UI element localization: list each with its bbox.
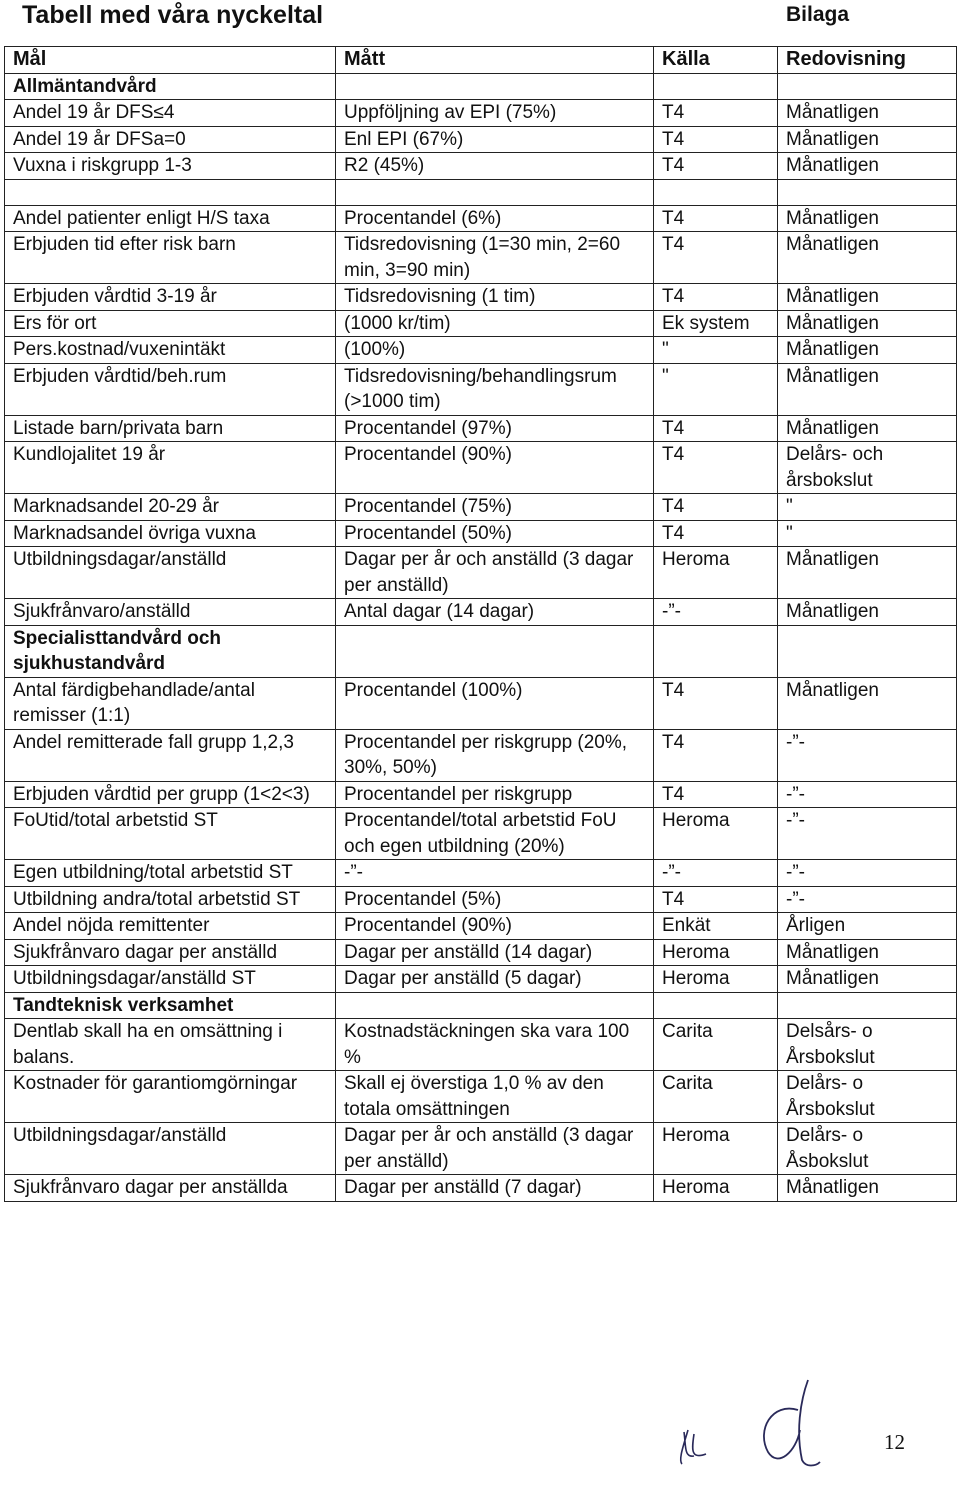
goal-cell: Tandteknisk verksamhet — [5, 992, 336, 1019]
measure-cell: Procentandel (90%) — [336, 442, 654, 494]
goal-cell: Vuxna i riskgrupp 1-3 — [5, 153, 336, 180]
section-row — [5, 992, 957, 1019]
table-row — [5, 442, 957, 494]
measure-cell: -”- — [336, 860, 654, 887]
source-cell: T4 — [654, 781, 778, 808]
source-cell: T4 — [654, 494, 778, 521]
section-row — [5, 625, 957, 677]
table-row — [5, 520, 957, 547]
goal-cell: FoUtid/total arbetstid ST — [5, 808, 336, 860]
column-header-source: Källa — [654, 47, 778, 74]
reporting-cell: Delsårs- o Årsbokslut — [778, 1019, 957, 1071]
page-title: Tabell med våra nyckeltal — [22, 1, 324, 29]
reporting-cell — [778, 992, 957, 1019]
source-cell: Heroma — [654, 808, 778, 860]
goal-cell: Utbildning andra/total arbetstid ST — [5, 886, 336, 913]
source-cell: -”- — [654, 599, 778, 626]
source-cell: Enkät — [654, 913, 778, 940]
measure-cell: Procentandel per riskgrupp — [336, 781, 654, 808]
table-row — [5, 310, 957, 337]
measure-cell: Procentandel (90%) — [336, 913, 654, 940]
reporting-cell: Delårs- o Åsbokslut — [778, 1123, 957, 1175]
table-row — [5, 781, 957, 808]
source-cell: Heroma — [654, 939, 778, 966]
reporting-cell: -”- — [778, 808, 957, 860]
table-row — [5, 100, 957, 127]
measure-cell: Procentandel (75%) — [336, 494, 654, 521]
table-row — [5, 677, 957, 729]
goal-cell: Allmäntandvård — [5, 73, 336, 100]
table-row — [5, 886, 957, 913]
source-cell — [654, 625, 778, 677]
goal-cell: Erbjuden vårdtid per grupp (1<2<3) — [5, 781, 336, 808]
reporting-cell: Månatligen — [778, 337, 957, 364]
goal-cell: Andel patienter enligt H/S taxa — [5, 205, 336, 232]
table-header-row — [5, 47, 957, 74]
goal-cell: Erbjuden vårdtid/beh.rum — [5, 363, 336, 415]
goal-cell: Ers för ort — [5, 310, 336, 337]
table-row — [5, 205, 957, 232]
goal-cell: Marknadsandel 20-29 år — [5, 494, 336, 521]
key-figures-table-body — [5, 47, 957, 1202]
source-cell: Heroma — [654, 547, 778, 599]
goal-cell: Listade barn/privata barn — [5, 415, 336, 442]
table-row — [5, 415, 957, 442]
measure-cell: Dagar per år och anställd (3 dagar per anställd) — [336, 547, 654, 599]
goal-cell: Egen utbildning/total arbetstid ST — [5, 860, 336, 887]
source-cell: T4 — [654, 886, 778, 913]
goal-cell: Utbildningsdagar/anställd ST — [5, 966, 336, 993]
source-cell — [654, 992, 778, 1019]
measure-cell: Dagar per anställd (14 dagar) — [336, 939, 654, 966]
measure-cell: (100%) — [336, 337, 654, 364]
measure-cell: Enl EPI (67%) — [336, 126, 654, 153]
source-cell: Carita — [654, 1019, 778, 1071]
measure-cell: Skall ej överstiga 1,0 % av den totala omsättningen — [336, 1071, 654, 1123]
table-row — [5, 363, 957, 415]
column-header-measure: Mått — [336, 47, 654, 74]
goal-cell: Sjukfrånvaro dagar per anställda — [5, 1175, 336, 1202]
goal-cell: Sjukfrånvaro dagar per anställd — [5, 939, 336, 966]
reporting-cell: Månatligen — [778, 415, 957, 442]
source-cell: Heroma — [654, 1123, 778, 1175]
source-cell: T4 — [654, 677, 778, 729]
measure-cell: Uppföljning av EPI (75%) — [336, 100, 654, 127]
measure-cell: Dagar per anställd (7 dagar) — [336, 1175, 654, 1202]
goal-cell: Andel 19 år DFSa=0 — [5, 126, 336, 153]
source-cell: T4 — [654, 205, 778, 232]
table-row — [5, 808, 957, 860]
reporting-cell: Månatligen — [778, 599, 957, 626]
appendix-label: Bilaga — [786, 3, 850, 26]
goal-cell: Dentlab skall ha en omsättning i balans. — [5, 1019, 336, 1071]
table-row — [5, 599, 957, 626]
goal-cell: Sjukfrånvaro/anställd — [5, 599, 336, 626]
measure-cell: Tidsredovisning (1=30 min, 2=60 min, 3=90 min) — [336, 232, 654, 284]
measure-cell: Dagar per anställd (5 dagar) — [336, 966, 654, 993]
measure-cell: Dagar per år och anställd (3 dagar per anställd) — [336, 1123, 654, 1175]
source-cell: T4 — [654, 153, 778, 180]
table-row — [5, 232, 957, 284]
measure-cell: (1000 kr/tim) — [336, 310, 654, 337]
source-cell: T4 — [654, 520, 778, 547]
goal-cell: Kundlojalitet 19 år — [5, 442, 336, 494]
goal-cell: Utbildningsdagar/anställd — [5, 547, 336, 599]
source-cell: T4 — [654, 284, 778, 311]
table-row — [5, 966, 957, 993]
goal-cell: Andel 19 år DFS≤4 — [5, 100, 336, 127]
table-row — [5, 179, 957, 205]
reporting-cell — [778, 625, 957, 677]
goal-cell: Utbildningsdagar/anställd — [5, 1123, 336, 1175]
reporting-cell: Månatligen — [778, 939, 957, 966]
goal-cell: Andel remitterade fall grupp 1,2,3 — [5, 729, 336, 781]
table-row — [5, 494, 957, 521]
reporting-cell: Månatligen — [778, 205, 957, 232]
column-header-reporting: Redovisning — [778, 47, 957, 74]
measure-cell: Procentandel (50%) — [336, 520, 654, 547]
reporting-cell: Månatligen — [778, 232, 957, 284]
reporting-cell: -”- — [778, 860, 957, 887]
reporting-cell: " — [778, 520, 957, 547]
signature-initials — [660, 1372, 850, 1472]
reporting-cell: Månatligen — [778, 100, 957, 127]
measure-cell: R2 (45%) — [336, 153, 654, 180]
table-row — [5, 1123, 957, 1175]
measure-cell: Tidsredovisning/behandlingsrum (>1000 tim) — [336, 363, 654, 415]
source-cell: T4 — [654, 126, 778, 153]
goal-cell: Marknadsandel övriga vuxna — [5, 520, 336, 547]
source-cell — [654, 179, 778, 205]
table-row — [5, 1019, 957, 1071]
section-row — [5, 73, 957, 100]
source-cell: Carita — [654, 1071, 778, 1123]
column-header-goal: Mål — [5, 47, 336, 74]
goal-cell: Specialisttandvård och sjukhustandvård — [5, 625, 336, 677]
reporting-cell: -”- — [778, 781, 957, 808]
source-cell: " — [654, 337, 778, 364]
source-cell: T4 — [654, 232, 778, 284]
goal-cell: Antal färdigbehandlade/antal remisser (1:1) — [5, 677, 336, 729]
measure-cell: Procentandel/total arbetstid FoU och egen utbildning (20%) — [336, 808, 654, 860]
reporting-cell: Årligen — [778, 913, 957, 940]
reporting-cell: Månatligen — [778, 966, 957, 993]
goal-cell: Pers.kostnad/vuxenintäkt — [5, 337, 336, 364]
reporting-cell: Månatligen — [778, 363, 957, 415]
reporting-cell: Månatligen — [778, 677, 957, 729]
reporting-cell: -”- — [778, 729, 957, 781]
table-row — [5, 729, 957, 781]
table-row — [5, 860, 957, 887]
page-number: 12 — [884, 1430, 905, 1454]
table-row — [5, 547, 957, 599]
table-row — [5, 1175, 957, 1202]
table-row — [5, 153, 957, 180]
source-cell: Heroma — [654, 966, 778, 993]
measure-cell: Antal dagar (14 dagar) — [336, 599, 654, 626]
reporting-cell: " — [778, 494, 957, 521]
source-cell: T4 — [654, 729, 778, 781]
reporting-cell — [778, 73, 957, 100]
source-cell — [654, 73, 778, 100]
measure-cell: Procentandel per riskgrupp (20%, 30%, 50%) — [336, 729, 654, 781]
goal-cell: Kostnader för garantiomgörningar — [5, 1071, 336, 1123]
key-figures-table — [4, 46, 957, 1202]
table-row — [5, 913, 957, 940]
source-cell: T4 — [654, 100, 778, 127]
reporting-cell: Månatligen — [778, 284, 957, 311]
reporting-cell: Delårs- och årsbokslut — [778, 442, 957, 494]
source-cell: T4 — [654, 415, 778, 442]
table-row — [5, 126, 957, 153]
measure-cell — [336, 992, 654, 1019]
goal-cell: Andel nöjda remittenter — [5, 913, 336, 940]
reporting-cell: Månatligen — [778, 153, 957, 180]
measure-cell — [336, 625, 654, 677]
measure-cell: Tidsredovisning (1 tim) — [336, 284, 654, 311]
table-row — [5, 939, 957, 966]
source-cell: Ek system — [654, 310, 778, 337]
measure-cell: Procentandel (5%) — [336, 886, 654, 913]
reporting-cell: Månatligen — [778, 126, 957, 153]
source-cell: -”- — [654, 860, 778, 887]
reporting-cell: Månatligen — [778, 310, 957, 337]
measure-cell: Procentandel (100%) — [336, 677, 654, 729]
table-row — [5, 284, 957, 311]
reporting-cell: -”- — [778, 886, 957, 913]
reporting-cell: Månatligen — [778, 1175, 957, 1202]
goal-cell — [5, 179, 336, 205]
measure-cell: Kostnadstäckningen ska vara 100 % — [336, 1019, 654, 1071]
measure-cell: Procentandel (97%) — [336, 415, 654, 442]
source-cell: Heroma — [654, 1175, 778, 1202]
table-row — [5, 337, 957, 364]
source-cell: T4 — [654, 442, 778, 494]
goal-cell: Erbjuden vårdtid 3-19 år — [5, 284, 336, 311]
measure-cell — [336, 179, 654, 205]
table-row — [5, 1071, 957, 1123]
goal-cell: Erbjuden tid efter risk barn — [5, 232, 336, 284]
measure-cell: Procentandel (6%) — [336, 205, 654, 232]
reporting-cell — [778, 179, 957, 205]
source-cell: " — [654, 363, 778, 415]
reporting-cell: Månatligen — [778, 547, 957, 599]
measure-cell — [336, 73, 654, 100]
reporting-cell: Delårs- o Årsbokslut — [778, 1071, 957, 1123]
